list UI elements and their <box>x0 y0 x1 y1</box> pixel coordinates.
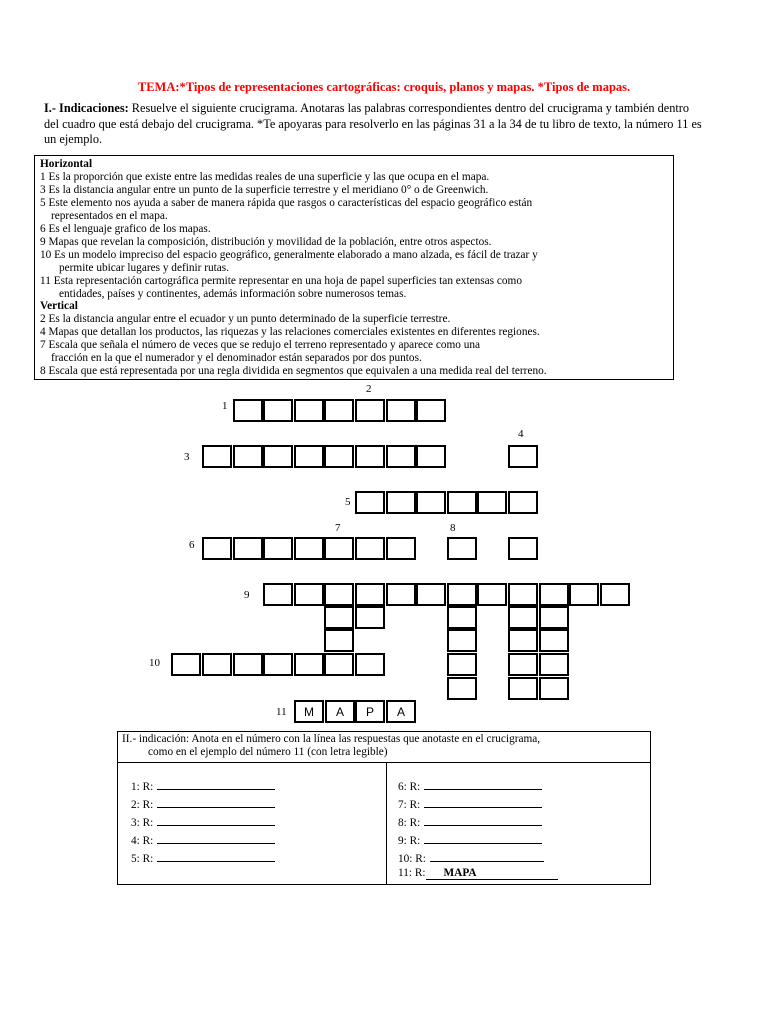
crossword-cell[interactable] <box>355 537 385 560</box>
crossword-cell[interactable] <box>324 399 354 422</box>
crossword-cell[interactable] <box>539 629 569 652</box>
crossword-cell[interactable] <box>233 445 263 468</box>
clue-number-8: 8 <box>450 522 456 534</box>
answer-label-3: 3: R: <box>131 817 154 829</box>
crossword-cell[interactable] <box>294 445 324 468</box>
answers-divider <box>118 762 650 763</box>
clues-box <box>34 155 674 380</box>
answer-row-8[interactable] <box>398 813 542 829</box>
answer-label-9: 9: R: <box>398 835 421 847</box>
answer-line-9[interactable] <box>424 831 542 844</box>
clue-number-2: 2 <box>366 383 372 395</box>
crossword-cell[interactable] <box>263 445 293 468</box>
crossword-cell[interactable] <box>447 629 477 652</box>
clue-h11-cont: entidades, países y continentes, además información sobre numerosos temas. <box>59 287 407 300</box>
crossword-cell[interactable] <box>386 445 416 468</box>
crossword-cell[interactable] <box>202 653 232 676</box>
answer-row-10[interactable] <box>398 849 544 865</box>
clue-number-5: 5 <box>345 496 351 508</box>
crossword-cell[interactable] <box>294 653 324 676</box>
answer-line-11[interactable] <box>426 867 558 880</box>
crossword-cell[interactable] <box>263 537 293 560</box>
crossword-cell[interactable] <box>324 606 354 629</box>
crossword-cell[interactable] <box>600 583 630 606</box>
crossword-cell[interactable] <box>508 677 538 700</box>
clue-h11: 11 Esta representación cartográfica permite representar en una hoja de papel superficies tan extensas como <box>40 274 522 287</box>
crossword-cell[interactable] <box>355 606 385 629</box>
crossword-cell[interactable] <box>539 677 569 700</box>
answer-label-6: 6: R: <box>398 781 421 793</box>
crossword-cell[interactable] <box>386 583 416 606</box>
crossword-cell[interactable] <box>171 653 201 676</box>
clue-h6: 6 Es el lenguaje grafico de los mapas. <box>40 222 211 235</box>
answer-line-2[interactable] <box>157 795 275 808</box>
answer-label-5: 5: R: <box>131 853 154 865</box>
horizontal-heading: Horizontal <box>40 158 93 170</box>
crossword-cell[interactable] <box>508 653 538 676</box>
crossword-cell[interactable] <box>263 583 293 606</box>
answer-row-3[interactable] <box>131 813 275 829</box>
crossword-cell[interactable] <box>447 491 477 514</box>
answer-label-1: 1: R: <box>131 781 154 793</box>
crossword-cell[interactable] <box>294 399 324 422</box>
clue-number-6: 6 <box>189 539 195 551</box>
clue-h10: 10 Es un modelo impreciso del espacio geográfico, generalmente elaborado a mano alzada, es fácil de trazar y <box>40 248 538 261</box>
crossword-cell[interactable] <box>386 399 416 422</box>
answer-label-8: 8: R: <box>398 817 421 829</box>
clue-h9: 9 Mapas que revelan la composición, distribución y movilidad de la población, entre otros aspectos. <box>40 235 492 248</box>
answer-line-10[interactable] <box>430 849 544 862</box>
clue-h10-cont: permite ubicar lugares y definir rutas. <box>59 261 230 274</box>
crossword-cell[interactable] <box>324 653 354 676</box>
crossword-cell[interactable] <box>324 629 354 652</box>
crossword-cell[interactable] <box>233 653 263 676</box>
clue-number-11: 11 <box>276 706 287 718</box>
crossword-cell[interactable] <box>355 445 385 468</box>
answer-row-5[interactable] <box>131 849 275 865</box>
crossword-cell[interactable] <box>447 677 477 700</box>
answer-label-11: 11: R: <box>398 867 426 879</box>
crossword-cell[interactable] <box>447 606 477 629</box>
crossword-cell[interactable] <box>569 583 599 606</box>
crossword-cell[interactable] <box>294 537 324 560</box>
clue-v4: 4 Mapas que detallan los productos, las riquezas y las relaciones comerciales existentes en diferentes regiones. <box>40 326 540 339</box>
crossword-cell[interactable] <box>508 629 538 652</box>
page-title: TEMA:*Tipos de representaciones cartográficas: croquis, planos y mapas. *Tipos de mapas. <box>137 80 631 94</box>
crossword-cell[interactable] <box>508 445 538 468</box>
crossword-cell[interactable] <box>263 653 293 676</box>
answer-row-11[interactable] <box>398 867 558 880</box>
answer-row-1[interactable] <box>131 777 275 793</box>
answer-line-4[interactable] <box>157 831 275 844</box>
crossword-cell[interactable] <box>263 399 293 422</box>
clue-number-7: 7 <box>335 522 341 534</box>
crossword-cell[interactable] <box>324 537 354 560</box>
crossword-cell[interactable] <box>447 583 477 606</box>
crossword-cell[interactable] <box>386 491 416 514</box>
crossword-cell[interactable] <box>416 399 446 422</box>
crossword-example-cell: A <box>325 700 355 723</box>
crossword-example-cell: M <box>294 700 324 723</box>
vertical-heading: Vertical <box>40 300 78 313</box>
answer-row-2[interactable] <box>131 795 275 811</box>
crossword-cell[interactable] <box>202 537 232 560</box>
crossword-cell[interactable] <box>539 583 569 606</box>
crossword-cell[interactable] <box>294 583 324 606</box>
crossword-cell[interactable] <box>508 583 538 606</box>
clue-h5: 5 Este elemento nos ayuda a saber de manera rápida que rasgos o características del espacio geográfico están <box>40 196 533 209</box>
crossword-example-cell: P <box>355 700 385 723</box>
crossword-cell[interactable] <box>477 491 507 514</box>
crossword-cell[interactable] <box>324 445 354 468</box>
crossword-cell[interactable] <box>447 537 477 560</box>
clue-h3: 3 Es la distancia angular entre un punto de la superficie terrestre y el meridiano 0° o de Greenwich. <box>40 183 489 196</box>
answer-line-5[interactable] <box>157 849 275 862</box>
crossword-cell[interactable] <box>355 653 385 676</box>
crossword-cell[interactable] <box>508 537 538 560</box>
crossword-cell[interactable] <box>416 491 446 514</box>
clue-number-9: 9 <box>244 589 250 601</box>
clue-h5-cont: representados en el mapa. <box>51 209 168 222</box>
crossword-cell[interactable] <box>355 399 385 422</box>
crossword-cell[interactable] <box>477 583 507 606</box>
clue-number-3: 3 <box>184 451 190 463</box>
answers-instruction-line1: II.- indicación: Anota en el número con la línea las respuestas que anotaste en el crucigrama, <box>122 733 541 745</box>
clue-number-4: 4 <box>518 428 524 440</box>
answer-line-7[interactable] <box>424 795 542 808</box>
answers-instruction-line2: como en el ejemplo del número 11 (con letra legible) <box>148 746 388 758</box>
answer-label-10: 10: R: <box>398 853 426 865</box>
answer-label-2: 2: R: <box>131 799 154 811</box>
clue-v8: 8 Escala que está representada por una regla dividida en segmentos que equivalen a una medida real del terreno. <box>40 365 547 378</box>
answer-row-9[interactable] <box>398 831 542 847</box>
crossword-cell[interactable] <box>508 606 538 629</box>
answers-instruction <box>122 733 648 759</box>
clue-number-1: 1 <box>222 400 228 412</box>
answer-line-8[interactable] <box>424 813 542 826</box>
crossword-cell[interactable] <box>324 583 354 606</box>
answer-line-1[interactable] <box>157 777 275 790</box>
crossword-cell[interactable] <box>355 491 385 514</box>
instructions-text: Resuelve el siguiente crucigrama. Anotaras las palabras correspondientes dentro del crucigrama y también dentro del cuadro que está debajo del crucigrama. *Te apoyaras para resolverlo en las páginas 31 a la 34 de tu libro de texto, la número 11 es un ejemplo. <box>44 101 702 146</box>
clue-h1: 1 Es la proporción que existe entre las medidas reales de una superficie y las que ocupa en el mapa. <box>40 170 490 183</box>
answer-line-6[interactable] <box>424 777 542 790</box>
crossword-cell[interactable] <box>447 653 477 676</box>
answer-line-3[interactable] <box>157 813 275 826</box>
crossword-cell[interactable] <box>416 445 446 468</box>
crossword-cell[interactable] <box>233 537 263 560</box>
crossword-cell[interactable] <box>355 583 385 606</box>
answer-row-6[interactable] <box>398 777 542 793</box>
crossword-cell[interactable] <box>416 583 446 606</box>
crossword-cell[interactable] <box>233 399 263 422</box>
instructions-label: I.- Indicaciones: <box>44 101 129 115</box>
answers-column-divider <box>386 762 387 884</box>
crossword-cell[interactable] <box>508 491 538 514</box>
crossword-cell[interactable] <box>202 445 232 468</box>
clue-v7: 7 Escala que señala el número de veces que se redujo el terreno representado y aparece como una <box>40 339 481 352</box>
answer-row-7[interactable] <box>398 795 542 811</box>
clue-v2: 2 Es la distancia angular entre el ecuador y un punto determinado de la superficie terrestre. <box>40 313 451 326</box>
clue-v7-cont: fracción en la que el numerador y el denominador están separados por dos puntos. <box>51 352 422 365</box>
answers-box <box>117 731 651 885</box>
crossword-cell[interactable] <box>386 537 416 560</box>
crossword-cell[interactable] <box>539 653 569 676</box>
answer-label-4: 4: R: <box>131 835 154 847</box>
crossword-example-cell: A <box>386 700 416 723</box>
instructions <box>44 101 704 148</box>
clue-number-10: 10 <box>149 657 160 669</box>
answer-row-4[interactable] <box>131 831 275 847</box>
crossword-cell[interactable] <box>539 606 569 629</box>
example-answer: MAPA <box>443 867 477 879</box>
answer-label-7: 7: R: <box>398 799 421 811</box>
